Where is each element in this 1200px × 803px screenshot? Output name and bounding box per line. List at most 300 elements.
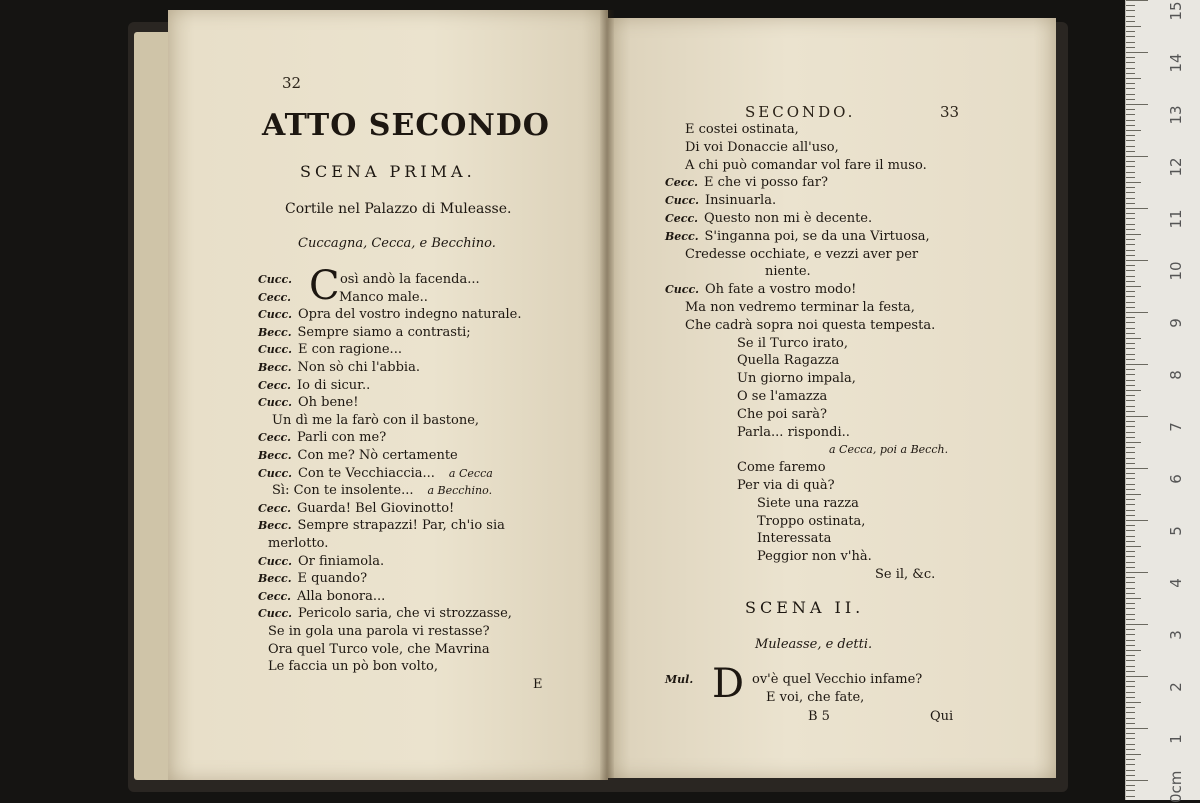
ruler-tick [1126, 10, 1135, 11]
line-text: A chi può comandar vol fare il muso. [685, 157, 927, 173]
line-text: Pericolo saria, che vi strozzasse, [297, 606, 512, 622]
speaker-label: Cucc. [258, 343, 292, 357]
running-head: SECONDO. [745, 103, 856, 121]
ruler-tick [1126, 666, 1135, 667]
verse-line [685, 247, 918, 263]
verse-line [815, 442, 948, 458]
verse-line [685, 300, 915, 316]
speaker-label: Cecc. [258, 378, 291, 392]
ruler-tick [1126, 296, 1135, 297]
ruler-tick [1126, 36, 1135, 37]
ruler-tick [1126, 47, 1135, 48]
verse-line: E voi, che fate, [766, 690, 865, 705]
ruler-tick [1126, 671, 1135, 672]
ruler-tick [1126, 31, 1135, 32]
ruler-tick [1126, 359, 1135, 360]
line-text: Di voi Donaccie all'uso, [685, 139, 839, 155]
drop-cap: C [309, 263, 340, 309]
ruler-tick [1126, 198, 1135, 199]
verse-line [665, 193, 776, 209]
verse-line [258, 290, 428, 306]
ruler-tick [1126, 556, 1135, 557]
characters-2: Muleasse, e detti. [755, 637, 873, 652]
left-page-number: 32 [282, 74, 302, 92]
speaker-label: Cucc. [665, 194, 699, 208]
ruler-tick [1126, 135, 1135, 136]
ruler-tick [1126, 541, 1135, 542]
ruler-tick [1126, 120, 1135, 121]
line-text: osì andò la facenda... [339, 272, 480, 287]
ruler-tick [1126, 16, 1135, 17]
ruler-tick [1126, 369, 1135, 370]
line-text: Peggior non v'hà. [757, 549, 872, 565]
line-text: Alla bonora... [296, 588, 386, 604]
ruler-tick [1126, 624, 1148, 625]
stage-direction: a Cecca, poi a Becch. [829, 443, 949, 457]
ruler-tick [1126, 302, 1135, 303]
ruler-tick [1126, 780, 1148, 781]
ruler-tick [1126, 78, 1141, 79]
speaker-label: Cucc. [258, 554, 292, 568]
verse-line [258, 360, 420, 376]
speaker-label: Cucc. [258, 273, 292, 286]
ruler-tick [1126, 73, 1135, 74]
stage-direction: a Cecca [448, 466, 493, 480]
ruler-tick [1126, 265, 1135, 266]
ruler-tick [1126, 525, 1135, 526]
verse-line [258, 342, 402, 358]
ruler-tick [1126, 442, 1141, 443]
verse-line [268, 624, 490, 640]
speaker-label: Cecc. [258, 290, 291, 304]
verse-line [737, 425, 850, 441]
ruler-tick [1126, 322, 1135, 323]
line-text: E quando? [297, 571, 368, 587]
line-text: E con ragione... [297, 342, 402, 358]
ruler-tick [1126, 317, 1135, 318]
ruler-tick [1126, 333, 1135, 334]
ruler-tick [1126, 733, 1135, 734]
line-text: Con te Vecchiaccia... [297, 465, 435, 481]
verse-line [258, 518, 505, 534]
ruler-tick [1126, 640, 1135, 641]
verse-line [665, 282, 856, 298]
line-text: Come faremo [737, 460, 826, 476]
verse-line [258, 606, 512, 622]
speaker-label: Cucc. [258, 308, 292, 322]
ruler-tick [1126, 156, 1148, 157]
ruler-number: 8 [1167, 370, 1185, 380]
ruler-tick [1126, 728, 1148, 729]
ruler-tick [1126, 343, 1135, 344]
ruler-tick [1126, 712, 1135, 713]
ruler-tick [1126, 770, 1135, 771]
verse-line [268, 659, 438, 675]
line-text: Con me? Nò certamente [297, 448, 458, 463]
ruler-tick [1126, 385, 1135, 386]
ruler-tick [1126, 484, 1135, 485]
ruler-number: 4 [1167, 578, 1185, 588]
ruler-tick [1126, 354, 1135, 355]
stage-direction: a Becchino. [427, 484, 493, 498]
ruler-tick [1126, 749, 1135, 750]
verse-line [258, 430, 386, 446]
verse-line [665, 211, 872, 227]
line-text: Se in gola una parola vi restasse? [268, 624, 490, 639]
speaker-label: Cucc. [258, 396, 292, 410]
verse-line [665, 175, 828, 191]
line-text: Or finiamola. [297, 553, 385, 569]
verse-line [258, 272, 480, 288]
ruler-tick [1126, 421, 1135, 422]
verse-line [665, 229, 930, 245]
ruler-tick [1126, 681, 1135, 682]
line-text: Manco male.. [338, 289, 428, 305]
ruler-tick [1126, 0, 1148, 1]
ruler-tick [1126, 291, 1135, 292]
characters: Cuccagna, Cecca, e Becchino. [298, 236, 496, 251]
ruler-tick [1126, 489, 1135, 490]
ruler-tick [1126, 130, 1141, 131]
ruler-tick [1126, 182, 1141, 183]
verse-line [268, 642, 490, 658]
ruler-tick [1126, 348, 1135, 349]
line-text: Parli con me? [296, 430, 387, 446]
ruler-tick [1126, 276, 1135, 277]
signature-mark: E [533, 677, 543, 692]
ruler-tick [1126, 634, 1135, 635]
ruler-tick [1126, 702, 1141, 703]
ruler-tick [1126, 99, 1135, 100]
ruler-tick [1126, 629, 1135, 630]
ruler-tick [1126, 338, 1141, 339]
speaker-label: Cucc. [258, 607, 292, 621]
ruler-tick [1126, 218, 1135, 219]
book-gutter [600, 10, 614, 780]
verse-line [765, 264, 811, 280]
ruler-number: 3 [1167, 630, 1185, 640]
line-text: Siete una razza [757, 495, 859, 511]
ruler-tick [1126, 738, 1135, 739]
ruler-tick [1126, 114, 1135, 115]
right-page-number: 33 [940, 103, 960, 121]
verse-line [757, 514, 865, 530]
act-title: ATTO SECONDO [262, 108, 550, 143]
ruler-tick [1126, 125, 1135, 126]
speaker-label: Becc. [258, 449, 292, 462]
line-text: Oh fate a vostro modo! [704, 282, 857, 298]
ruler-tick [1126, 328, 1135, 329]
line-text: Per via di quà? [737, 478, 835, 493]
ruler-tick [1126, 42, 1135, 43]
line-text: Sempre siamo a contrasti; [297, 324, 471, 340]
ruler-tick [1126, 109, 1135, 110]
ruler-tick [1126, 494, 1141, 495]
ruler-tick [1126, 244, 1135, 245]
line-text: Quella Ragazza [737, 353, 840, 369]
ruler-tick [1126, 593, 1135, 594]
line-text: Che cadrà sopra noi questa tempesta. [685, 317, 936, 333]
line-text: E costei ostinata, [685, 122, 799, 137]
ruler-number: 11 [1167, 209, 1185, 229]
ruler-tick [1126, 723, 1135, 724]
verse-line [272, 483, 492, 499]
line-text: Non sò chi l'abbia. [297, 360, 420, 375]
ruler-tick [1126, 203, 1135, 204]
ruler-tick [1126, 281, 1135, 282]
ruler-number: 9 [1167, 318, 1185, 328]
ruler-tick [1126, 515, 1135, 516]
verse-line [258, 448, 458, 464]
line-text: Ma non vedremo terminar la festa, [685, 300, 915, 315]
ruler-number: 10 [1167, 261, 1185, 281]
ruler-tick [1126, 614, 1135, 615]
verse-line [258, 554, 384, 570]
ruler-number: 6 [1167, 474, 1185, 484]
ruler-tick [1126, 676, 1148, 677]
line-text: Un dì me la farò con il bastone, [272, 412, 480, 428]
speaker-mul: Mul. [665, 673, 694, 686]
line-text: Oh bene! [297, 395, 359, 411]
ruler-tick [1126, 759, 1135, 760]
ruler-tick [1126, 260, 1148, 261]
line-text: merlotto. [268, 536, 329, 551]
ruler-tick [1126, 463, 1135, 464]
ruler-tick [1126, 192, 1135, 193]
ruler-tick [1126, 437, 1135, 438]
verse-line [685, 318, 935, 334]
ruler-tick [1126, 520, 1148, 521]
verse-line [258, 501, 454, 517]
ruler-number: 2 [1167, 682, 1185, 692]
ruler-tick [1126, 52, 1148, 53]
speaker-label: Becc. [258, 361, 292, 374]
line-text: Ora quel Turco vole, che Mavrina [268, 641, 490, 657]
ruler-tick [1126, 546, 1141, 547]
line-text: Sempre strapazzi! Par, ch'io sia [297, 518, 505, 534]
line-text: Un giorno impala, [737, 371, 856, 387]
ruler-tick [1126, 707, 1135, 708]
ruler-tick [1126, 234, 1141, 235]
ruler-number: 13 [1167, 105, 1185, 125]
ruler-number: 5 [1167, 526, 1185, 536]
ruler-tick [1126, 390, 1141, 391]
verse-line [737, 353, 839, 369]
ruler-number: 1 [1167, 734, 1185, 744]
ruler-tick [1126, 452, 1135, 453]
ruler-number: 12 [1167, 157, 1185, 177]
ruler-tick [1126, 255, 1135, 256]
line-text: Credesse occhiate, e vezzi aver per [685, 246, 919, 262]
ruler-tick [1126, 619, 1135, 620]
ruler-tick [1126, 94, 1135, 95]
ruler-tick [1126, 62, 1135, 63]
line-text: Che poi sarà? [737, 406, 827, 422]
verse-line [737, 407, 827, 423]
line-text: Se il Turco irato, [737, 335, 848, 351]
ruler-tick [1126, 432, 1135, 433]
ruler-tick [1126, 140, 1135, 141]
ruler-number: 0cm [1167, 770, 1185, 803]
ruler-tick [1126, 754, 1141, 755]
ruler-tick [1126, 598, 1141, 599]
ruler-tick [1126, 104, 1148, 105]
verse-line [737, 478, 835, 494]
verse-line [757, 531, 831, 547]
ruler-tick [1126, 510, 1135, 511]
ruler-tick [1126, 577, 1135, 578]
ruler-tick [1126, 286, 1141, 287]
line-text: Io di sicur.. [296, 377, 371, 393]
scene-heading: SCENA PRIMA. [300, 162, 476, 181]
measurement-ruler [1125, 0, 1200, 803]
ruler-tick [1126, 686, 1135, 687]
ruler-tick [1126, 151, 1135, 152]
line-text: Questo non mi è decente. [703, 211, 873, 226]
verse-line [685, 140, 839, 156]
verse-line [685, 158, 927, 174]
speaker-label: Becc. [258, 325, 292, 339]
ruler-tick [1126, 718, 1135, 719]
scene-heading-2: SCENA II. [745, 598, 865, 617]
ruler-tick [1126, 21, 1135, 22]
ruler-tick [1126, 88, 1135, 89]
verse-line [757, 549, 872, 565]
ruler-tick [1126, 655, 1135, 656]
ruler-number: 7 [1167, 422, 1185, 432]
ruler-tick [1126, 83, 1135, 84]
speaker-label: Cucc. [665, 283, 699, 297]
ruler-tick [1126, 416, 1148, 417]
ruler-tick [1126, 161, 1135, 162]
ruler-tick [1126, 307, 1135, 308]
background [0, 0, 140, 800]
speaker-label: Cecc. [665, 176, 698, 190]
ruler-tick [1126, 213, 1135, 214]
ruler-tick [1126, 473, 1135, 474]
ruler-tick [1126, 692, 1135, 693]
ruler-tick [1126, 395, 1135, 396]
ruler-tick [1126, 57, 1135, 58]
ruler-tick [1126, 208, 1148, 209]
right-page [608, 18, 1056, 778]
ruler-tick [1126, 426, 1135, 427]
ruler-tick [1126, 177, 1135, 178]
ruler-tick [1126, 458, 1135, 459]
line-text: Se il, &c. [875, 567, 936, 582]
verse-line [875, 567, 935, 583]
speaker-label: Cecc. [258, 589, 291, 603]
speaker-label: Cecc. [258, 431, 291, 445]
line-text: S'inganna poi, se da una Virtuosa, [704, 228, 930, 244]
ruler-tick [1126, 26, 1141, 27]
line-text: Guarda! Bel Giovinotto! [296, 500, 455, 516]
speaker-label: Becc. [665, 229, 699, 243]
ruler-tick [1126, 562, 1135, 563]
speaker-label: Becc. [258, 519, 292, 533]
ruler-tick [1126, 364, 1148, 365]
line-text: Opra del vostro indegno naturale. [297, 307, 522, 323]
ruler-number: 14 [1167, 53, 1185, 73]
verse-line [258, 589, 385, 605]
ruler-tick [1126, 790, 1135, 791]
ruler-tick [1126, 68, 1135, 69]
ruler-tick [1126, 588, 1135, 589]
ruler-tick [1126, 146, 1135, 147]
ruler-tick [1126, 608, 1135, 609]
ruler-tick [1126, 567, 1135, 568]
location: Cortile nel Palazzo di Muleasse. [285, 201, 512, 217]
ruler-tick [1126, 530, 1135, 531]
ruler-tick [1126, 239, 1135, 240]
ruler-tick [1126, 504, 1135, 505]
ruler-tick [1126, 411, 1135, 412]
ruler-tick [1126, 250, 1135, 251]
line-text: Parla... rispondi.. [737, 424, 850, 440]
speaker-label: Becc. [258, 572, 292, 586]
verse-line [272, 413, 479, 429]
drop-cap-2: D [712, 661, 745, 707]
ruler-tick [1126, 374, 1135, 375]
ruler-tick [1126, 270, 1135, 271]
ruler-tick [1126, 744, 1135, 745]
line-text: Interessata [757, 531, 832, 547]
verse-line [737, 336, 848, 352]
verse-line [737, 371, 856, 387]
catchword: Qui [930, 709, 954, 724]
verse-line [258, 307, 521, 323]
ruler-tick [1126, 229, 1135, 230]
ruler-tick [1126, 400, 1135, 401]
line-text: E che vi posso far? [703, 175, 828, 191]
ruler-tick [1126, 645, 1135, 646]
speaker-label: Cecc. [258, 501, 291, 515]
ruler-tick [1126, 551, 1135, 552]
ruler-tick [1126, 447, 1135, 448]
line-text: O se l'amazza [737, 389, 828, 404]
ruler-tick [1126, 697, 1135, 698]
line-text: Insinuarla. [704, 193, 777, 209]
speaker-label: Cucc. [258, 466, 292, 480]
verse-line [258, 466, 493, 482]
ruler-tick [1126, 172, 1135, 173]
ruler-tick [1126, 468, 1148, 469]
ruler-tick [1126, 187, 1135, 188]
ruler-tick [1126, 536, 1135, 537]
ruler-tick [1126, 572, 1148, 573]
verse-line [757, 496, 859, 512]
verse-line [258, 325, 471, 341]
ruler-tick [1126, 775, 1135, 776]
verse-line [737, 389, 827, 405]
ruler-number: 15 [1167, 1, 1185, 21]
verse-line [685, 122, 799, 138]
ruler-tick [1126, 785, 1135, 786]
ruler-tick [1126, 224, 1135, 225]
line-text: Sì: Con te insolente... [272, 483, 414, 499]
ruler-tick [1126, 5, 1135, 6]
verse-line [737, 460, 826, 476]
ruler-tick [1126, 312, 1148, 313]
verse-line [258, 395, 358, 411]
ruler-tick [1126, 603, 1135, 604]
speaker-label: Cecc. [665, 212, 698, 225]
verse-line [258, 571, 367, 587]
ruler-tick [1126, 406, 1135, 407]
verse-line [258, 378, 370, 394]
verse-line [268, 536, 328, 552]
ruler-tick [1126, 380, 1135, 381]
